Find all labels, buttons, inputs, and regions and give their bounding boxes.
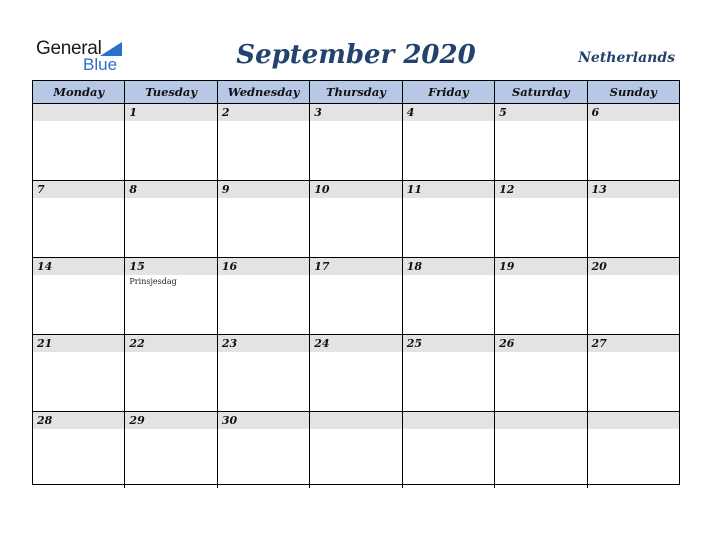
day-cell (218, 258, 310, 334)
day-cell (588, 181, 679, 257)
weekday-wednesday: Wednesday (218, 81, 310, 103)
day-number: 12 (495, 181, 586, 198)
weekday-header (33, 81, 679, 103)
day-cell (403, 335, 495, 411)
day-number: 16 (218, 258, 309, 275)
day-number: 11 (403, 181, 494, 198)
day-number: 24 (310, 335, 401, 352)
day-number (588, 412, 679, 429)
day-cell (310, 104, 402, 180)
day-number: 30 (218, 412, 309, 429)
day-number: 29 (125, 412, 216, 429)
week-row (33, 103, 679, 180)
day-number (403, 412, 494, 429)
day-cell (403, 104, 495, 180)
week-row (33, 180, 679, 257)
day-cell (495, 258, 587, 334)
day-number: 26 (495, 335, 586, 352)
day-cell (33, 412, 125, 488)
day-number: 19 (495, 258, 586, 275)
logo-general-text: General (36, 38, 102, 59)
day-cell (403, 181, 495, 257)
day-cell (33, 104, 125, 180)
weekday-monday: Monday (33, 81, 125, 103)
day-cell (495, 412, 587, 488)
day-cell (495, 181, 587, 257)
day-cell (33, 258, 125, 334)
day-cell (125, 258, 217, 334)
day-number: 28 (33, 412, 124, 429)
calendar-weeks (33, 103, 679, 488)
day-cell (310, 258, 402, 334)
holiday-label: Prinsjesdag (129, 277, 177, 286)
day-number: 25 (403, 335, 494, 352)
day-number: 18 (403, 258, 494, 275)
day-cell (403, 412, 495, 488)
day-number: 20 (588, 258, 679, 275)
day-cell (125, 104, 217, 180)
day-number: 22 (125, 335, 216, 352)
day-number: 10 (310, 181, 401, 198)
day-cell (588, 104, 679, 180)
weekday-sunday: Sunday (588, 81, 679, 103)
weekday-friday: Friday (403, 81, 495, 103)
calendar-grid (32, 80, 680, 485)
day-cell (588, 412, 679, 488)
day-cell (218, 181, 310, 257)
day-number: 3 (310, 104, 401, 121)
page-title: September 2020 (236, 40, 476, 70)
day-number: 13 (588, 181, 679, 198)
day-cell (125, 181, 217, 257)
day-cell (403, 258, 495, 334)
day-number (310, 412, 401, 429)
day-number (495, 412, 586, 429)
week-row (33, 334, 679, 411)
day-number: 17 (310, 258, 401, 275)
day-cell (33, 181, 125, 257)
day-number (33, 104, 124, 121)
day-cell (125, 412, 217, 488)
day-cell (218, 104, 310, 180)
day-number: 14 (33, 258, 124, 275)
day-number: 7 (33, 181, 124, 198)
day-cell (310, 412, 402, 488)
day-cell (495, 104, 587, 180)
day-cell (588, 335, 679, 411)
day-number: 4 (403, 104, 494, 121)
day-number: 21 (33, 335, 124, 352)
country-label: Netherlands (578, 50, 675, 66)
day-number: 8 (125, 181, 216, 198)
day-number: 27 (588, 335, 679, 352)
day-cell (33, 335, 125, 411)
day-number: 1 (125, 104, 216, 121)
day-cell (125, 335, 217, 411)
day-cell (495, 335, 587, 411)
day-number: 23 (218, 335, 309, 352)
day-cell (218, 412, 310, 488)
weekday-saturday: Saturday (495, 81, 587, 103)
day-number: 15 (125, 258, 216, 275)
day-cell (218, 335, 310, 411)
weekday-thursday: Thursday (310, 81, 402, 103)
week-row (33, 257, 679, 334)
day-cell (588, 258, 679, 334)
day-number: 6 (588, 104, 679, 121)
day-cell (310, 335, 402, 411)
week-row (33, 411, 679, 488)
weekday-tuesday: Tuesday (125, 81, 217, 103)
day-cell (310, 181, 402, 257)
day-number: 9 (218, 181, 309, 198)
day-number: 5 (495, 104, 586, 121)
day-number: 2 (218, 104, 309, 121)
logo-blue-text: Blue (83, 55, 118, 74)
